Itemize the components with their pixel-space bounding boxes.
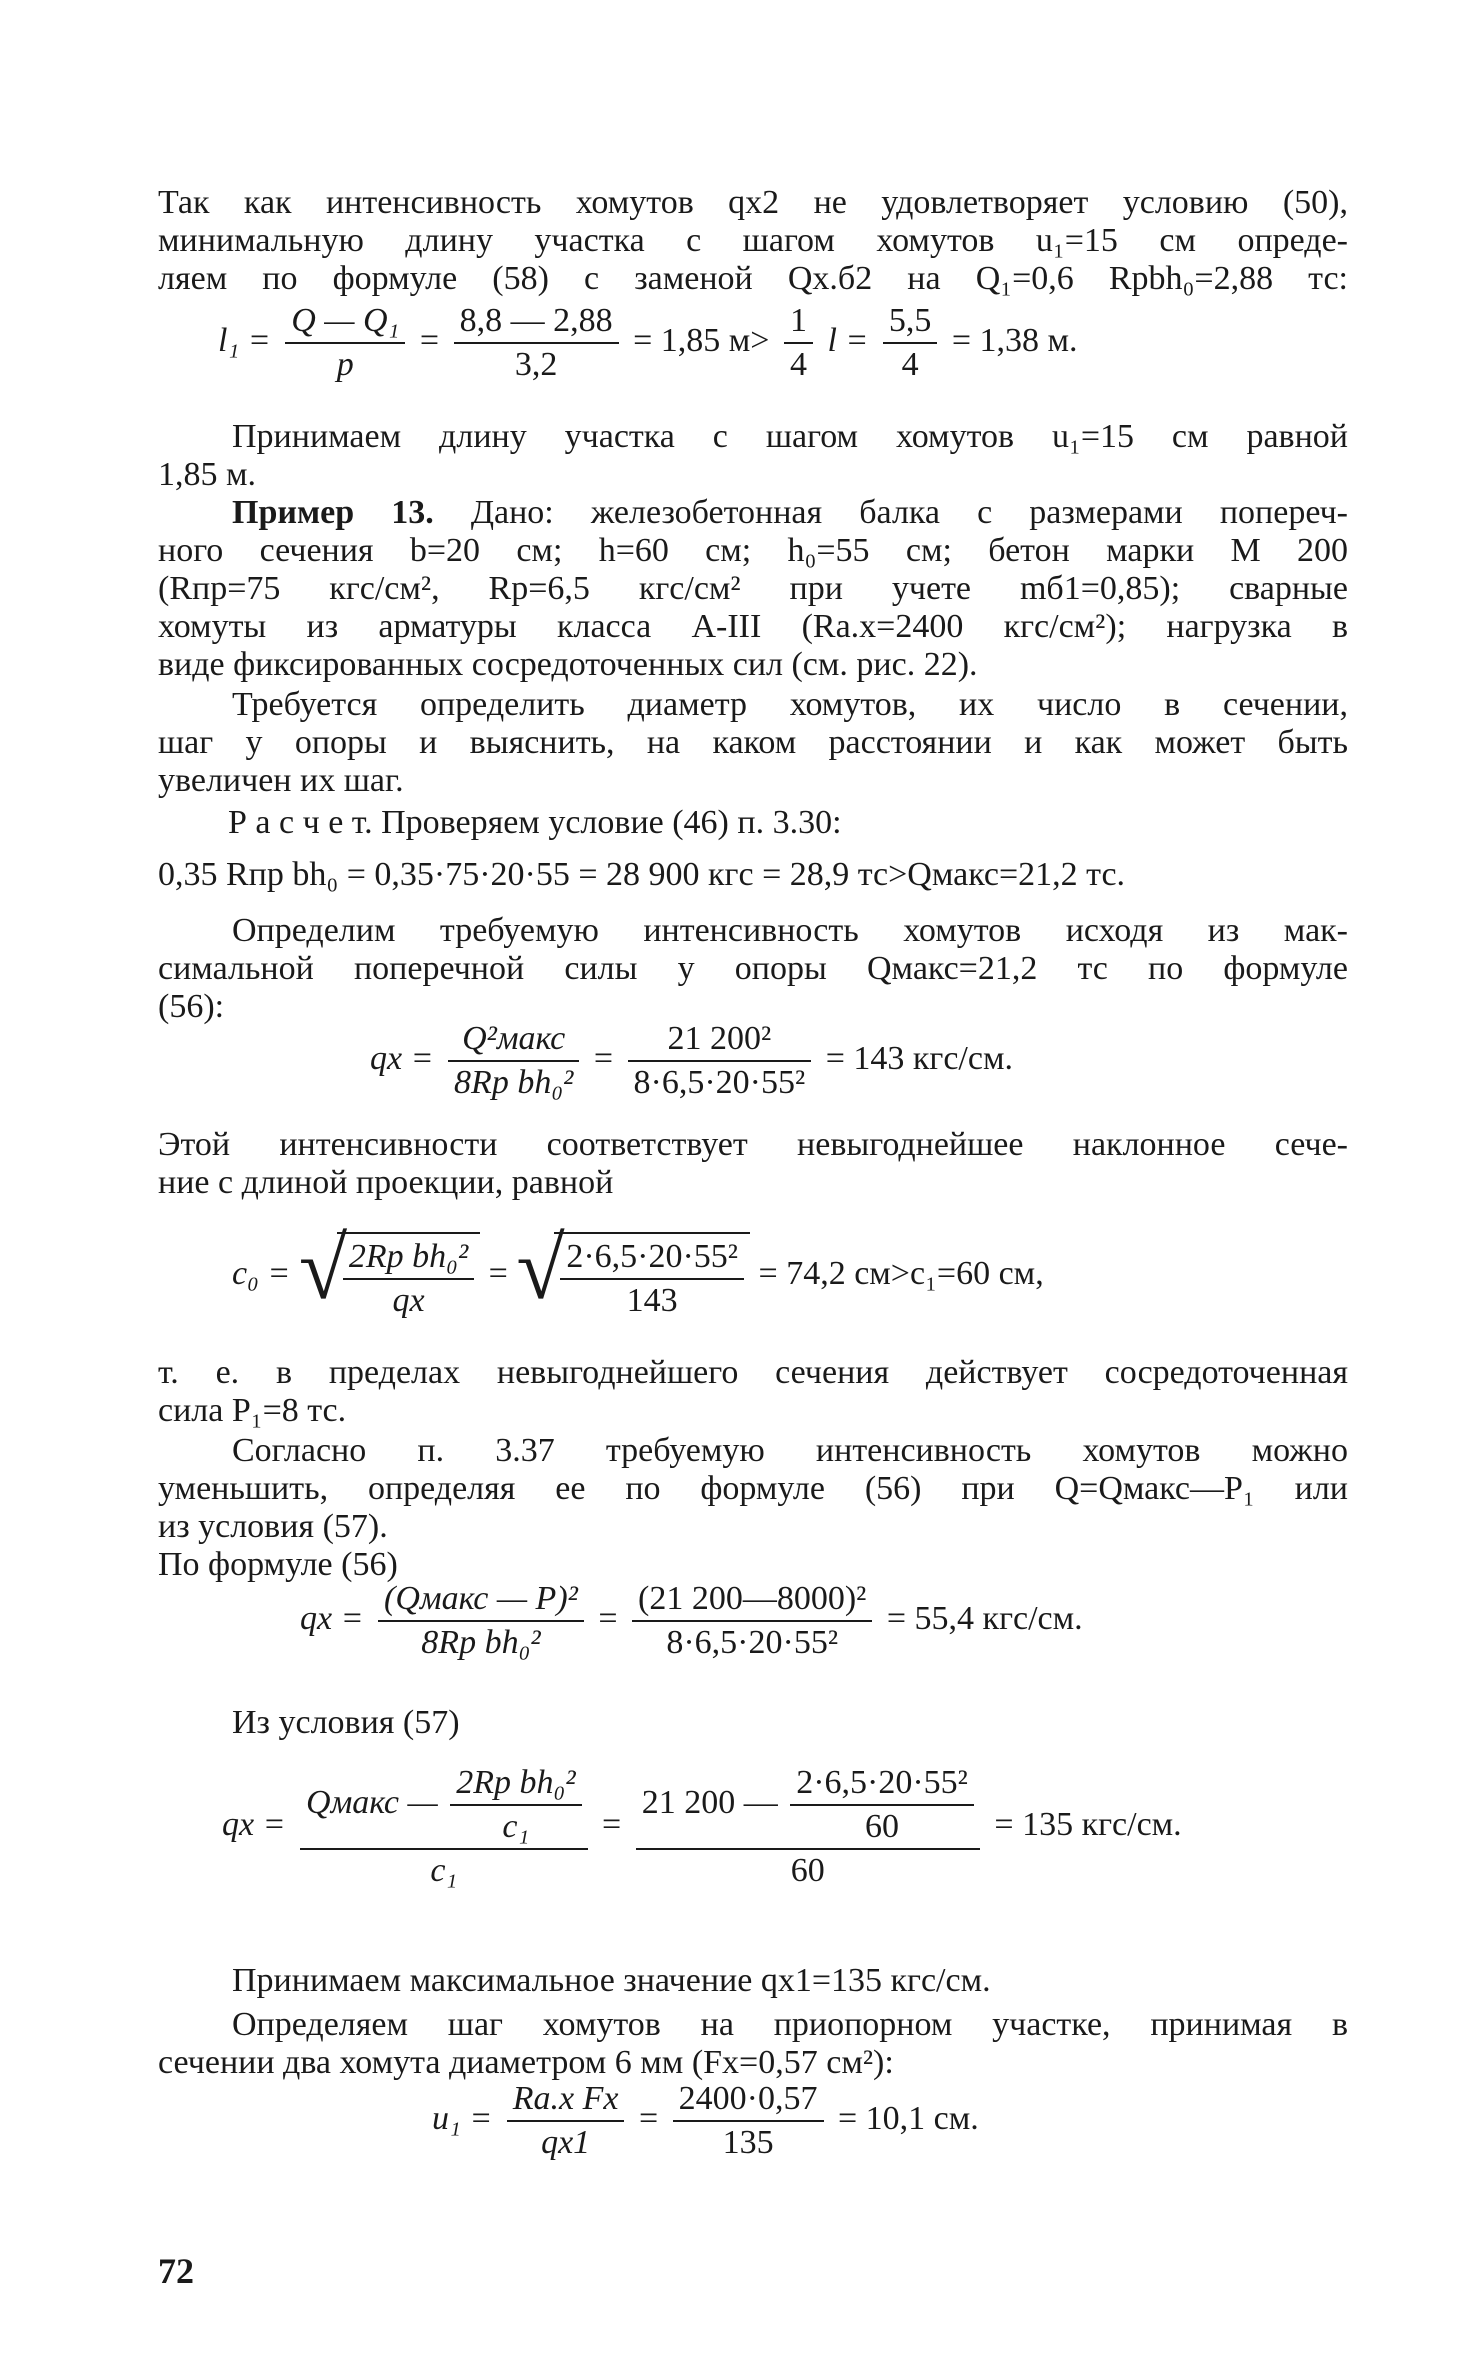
text-line: ляем по формуле (58) с заменой Qх.б2 на Q₁=0,6 Rрbh₀=2,88 тс:	[158, 260, 1348, 297]
text-line: шаг у опоры и выяснить, на каком расстоянии и как может быть	[158, 724, 1348, 761]
sqrt-symbol: √ $\frac{\text{2·6,5·20·55²}}{143}$	[516, 1232, 750, 1320]
equation-c0: c₀ = √ $\frac{\text{2Rр bh₀²}}{qх}$ = √ $\frac{\text{2·6,5·20·55²}}{143}$ = 74,2 см>c₁=60 см,	[232, 1221, 1044, 1319]
text-line: минимальную длину участка с шагом хомутов u₁=15 см опреде-	[158, 222, 1348, 259]
text-line: хомуты из арматуры класса А-III (Rа.х=2400 кгс/см²); нагрузка в	[158, 608, 1348, 645]
text-line: из условия (57).	[158, 1508, 388, 1545]
text-line: Пример 13. Дано: железобетонная балка с размерами попереч-	[232, 494, 1349, 531]
equation-qx-3: qх = Qмакс — $\frac{\text{2Rр bh₀²}}{\text{c₁}}$ c₁ = 21 200 — $\frac{\text{2·6,5·20·55²}}{60}$ 60 = 135 кгс/см.	[222, 1764, 1182, 1889]
text-line: ние с длиной проекции, равной	[158, 1164, 614, 1201]
text-line: Р а с ч е т. Проверяем условие (46) п. 3.30:	[228, 804, 842, 841]
equation-l1: l₁ = $\frac{\text{Q — Q₁}}{p}$ = $\frac{8,8 — 2,88}{3,2}$ = 1,85 м> $\frac{1}{4}$ l = $\frac{5,5}{4}$ = 1,38 м.	[218, 302, 1078, 383]
text-line: ного сечения b=20 см; h=60 см; h₀=55 см; бетон марки М 200	[158, 532, 1348, 569]
text-line: уменьшить, определяя ее по формуле (56) при Q=Qмакс—P₁ или	[158, 1470, 1348, 1507]
text-line: По формуле (56)	[158, 1546, 398, 1583]
example-heading: Пример 13.	[232, 494, 434, 531]
text-line: Из условия (57)	[232, 1704, 460, 1741]
text-line: увеличен их шаг.	[158, 762, 404, 799]
text-line: Принимаем длину участка с шагом хомутов u₁=15 см равной	[232, 418, 1348, 455]
text-line: симальной поперечной силы у опоры Qмакс=21,2 тс по формуле	[158, 950, 1348, 987]
text-line: Определяем шаг хомутов на приопорном участке, принимая в	[232, 2006, 1348, 2043]
page-number: 72	[158, 2251, 194, 2291]
text-line: Принимаем максимальное значение qх1=135 кгс/см.	[232, 1962, 991, 1999]
text-line: Так как интенсивность хомутов qх2 не удовлетворяет условию (50),	[158, 184, 1348, 221]
text-line: Требуется определить диаметр хомутов, их число в сечении,	[232, 686, 1348, 723]
equation-qx-2: qх = $\frac{\text{(Qмакс — P)²}}{\text{8Rр bh₀²}}$ = $\frac{\text{(21 200—8000)²}}{\text{8·6,5·20·55²}}$ = 55,4 кгс/см.	[300, 1580, 1083, 1661]
text-line: Согласно п. 3.37 требуемую интенсивность хомутов можно	[232, 1432, 1348, 1469]
text-line: виде фиксированных сосредоточенных сил (см. рис. 22).	[158, 646, 978, 683]
equation-u1: u₁ = $\frac{\text{Rа.х Fх}}{qх1}$ = $\frac{2400\cdot 0,57}{135}$ = 10,1 см.	[432, 2080, 979, 2161]
equation-check: 0,35 Rпр bh₀ = 0,35·75·20·55 = 28 900 кгс = 28,9 тс>Qмакс=21,2 тс.	[158, 856, 1126, 893]
equation-qx-1: qх = $\frac{\text{Q²макс}}{\text{8Rр bh₀²}}$ = $\frac{\text{21 200²}}{\text{8·6,5·20·55²}}$ = 143 кгс/см.	[370, 1020, 1013, 1101]
text-line: (Rпр=75 кгс/см², Rр=6,5 кгс/см² при учете mб1=0,85); сварные	[158, 570, 1348, 607]
text-line: сечении два хомута диаметром 6 мм (Fх=0,57 см²):	[158, 2044, 894, 2081]
text-line: (56):	[158, 988, 225, 1025]
sqrt-symbol: √ $\frac{\text{2Rр bh₀²}}{qх}$	[299, 1232, 480, 1320]
text-line: сила P₁=8 тс.	[158, 1392, 347, 1429]
text-line: т. е. в пределах невыгоднейшего сечения действует сосредоточенная	[158, 1354, 1348, 1391]
text-line: 1,85 м.	[158, 456, 257, 493]
text-line: Этой интенсивности соответствует невыгоднейшее наклонное сече-	[158, 1126, 1348, 1163]
text-line: Определим требуемую интенсивность хомутов исходя из мак-	[232, 912, 1348, 949]
